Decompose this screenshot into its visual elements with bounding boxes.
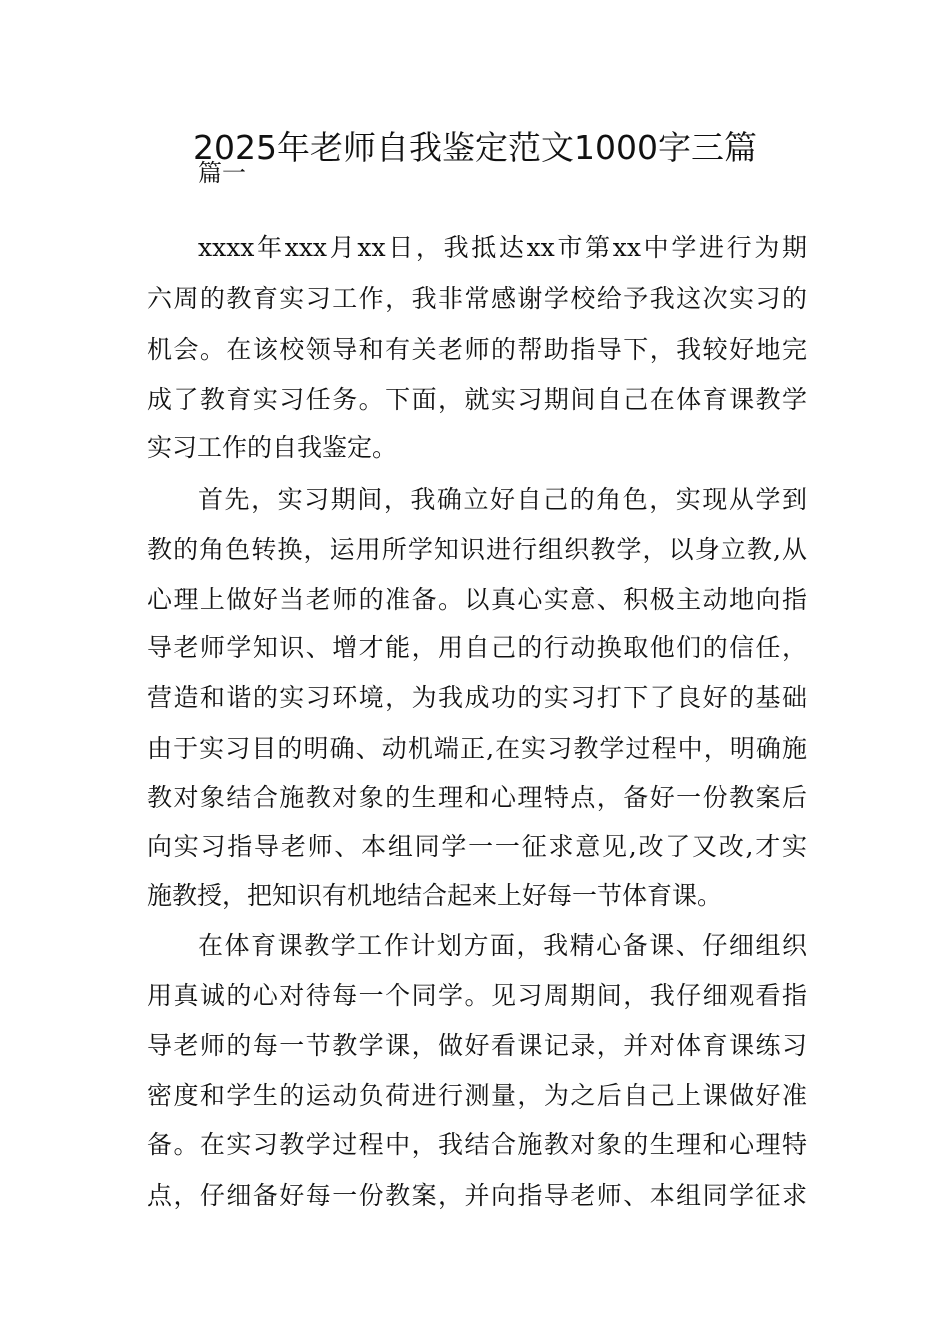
- text-line: 首先，实习期间，我确立好自己的角色，实现从学到: [198, 485, 807, 514]
- text-line: 向实习指导老师、本组同学一一征求意见,改了又改,才实: [147, 832, 807, 861]
- text-line: 备。在实习教学过程中，我结合施教对象的生理和心理特: [147, 1130, 807, 1159]
- text-line: 点，仔细备好每一份教案，并向指导老师、本组同学征求: [147, 1181, 807, 1210]
- text-line: 用真诚的心对待每一个同学。见习周期间，我仔细观看指: [147, 981, 807, 1010]
- text-line: 六周的教育实习工作，我非常感谢学校给予我这次实习的: [147, 284, 807, 313]
- text-line: 在体育课教学工作计划方面，我精心备课、仔细组织: [198, 931, 807, 960]
- text-line: 由于实习目的明确、动机端正,在实习教学过程中，明确施: [147, 734, 807, 763]
- text-line: 密度和学生的运动负荷进行测量，为之后自己上课做好准: [147, 1081, 807, 1110]
- text-line: 机会。在该校领导和有关老师的帮助指导下，我较好地完: [147, 335, 807, 364]
- text-line: xxxx年xxx月xx日，我抵达xx市第xx中学进行为期: [198, 233, 807, 262]
- text-line: 实习工作的自我鉴定。: [147, 433, 398, 462]
- text-line: 成了教育实习任务。下面，就实习期间自己在体育课教学: [147, 385, 807, 414]
- text-line: 导老师学知识、增才能，用自己的行动换取他们的信任，: [147, 633, 807, 662]
- section-label: 篇一: [198, 159, 246, 187]
- text-line: 教的角色转换，运用所学知识进行组织教学，以身立教,从: [147, 535, 807, 564]
- text-line: 导老师的每一节教学课，做好看课记录，并对体育课练习: [147, 1031, 807, 1060]
- text-line: 营造和谐的实习环境，为我成功的实习打下了良好的基础: [147, 683, 807, 712]
- text-line: 教对象结合施教对象的生理和心理特点，备好一份教案后: [147, 783, 807, 812]
- text-line: 心理上做好当老师的准备。以真心实意、积极主动地向指: [147, 585, 807, 614]
- text-line: 施教授，把知识有机地结合起来上好每一节体育课。: [147, 881, 723, 910]
- document-title: 2025年老师自我鉴定范文1000字三篇: [193, 128, 757, 167]
